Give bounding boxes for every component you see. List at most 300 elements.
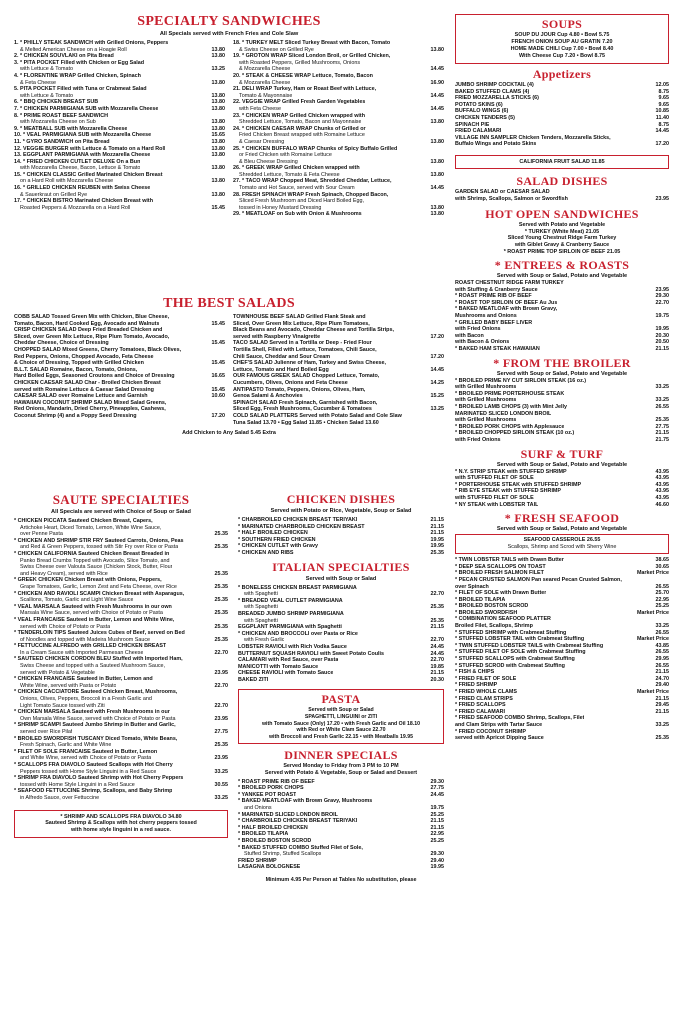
menu-item-name: with Grilled Mushrooms <box>455 397 517 404</box>
menu-item <box>14 531 228 538</box>
menu-item-name: * CHICKEN PICCATA Sauteed Chicken Breast, Capers, <box>14 518 153 524</box>
menu-item-name: B.L.T. SALAD Romaine, Bacon, Tomato, Onions, <box>14 366 138 373</box>
menu-item <box>455 682 669 689</box>
menu-item-name: FRIED CALAMARI <box>455 128 502 135</box>
chicken-subtitle: Served with Potato or Rice, Vegetable, Soup or Salad <box>270 508 412 514</box>
menu-item <box>14 106 225 113</box>
menu-item-name: CRISP CHICKEN SALAD Deep Fried Breaded Chicken and <box>14 327 163 334</box>
menu-item-price: 14.45 <box>655 128 669 135</box>
menu-item-name: BAKED STUFFED CLAMS (4) <box>455 88 530 95</box>
menu-item <box>238 831 444 838</box>
menu-item-price <box>223 40 225 47</box>
menu-item-name: * BROILED BOSTON SCROD <box>455 603 529 610</box>
menu-item-name: * CHICKEN AND SHRIMP STIR FRY Sauteed Carrots, Onions, Peas <box>14 537 184 544</box>
soups-line-2: FRENCH ONION SOUP AU GRATIN 7.20 <box>511 39 613 45</box>
menu-item <box>238 644 444 651</box>
menu-item-price <box>223 354 225 361</box>
menu-item-price <box>667 391 669 398</box>
menu-item-price: 33.25 <box>655 721 669 728</box>
menu-item <box>14 40 225 47</box>
menu-item <box>14 86 225 93</box>
menu-item-price <box>442 585 444 592</box>
menu-item <box>455 141 669 148</box>
salads-section <box>14 296 444 436</box>
menu-item-name: CHOPPED SALAD Mixed Greens, Cherry Tomatoes, Black Olives, <box>14 346 182 353</box>
menu-item-price <box>442 198 444 205</box>
menu-item-name: * VEAL MARSALA Sauteed with Fresh Mushrooms in our own <box>14 603 172 610</box>
menu-item <box>14 656 228 663</box>
menu-item-name: * SCALLOPS FRA DIAVOLO Sauteed Scallops with Hot Cherry <box>14 761 173 768</box>
menu-item <box>14 624 228 631</box>
menu-item <box>455 564 669 571</box>
menu-item-name: Stuffed Shrimp, Stuffed Scallops <box>244 851 322 858</box>
menu-item-price: 25.35 <box>214 597 228 604</box>
menu-item-price <box>442 152 444 159</box>
menu-item <box>455 649 669 656</box>
menu-item-name: SPINACH PIE <box>455 121 490 128</box>
menu-item-price <box>223 113 225 120</box>
menu-item-price: 23.95 <box>214 715 228 722</box>
menu-item-price: 17.20 <box>655 141 669 148</box>
menu-item-name: * FISH & CHIPS <box>455 669 495 676</box>
menu-item-price: 9.65 <box>658 95 669 102</box>
menu-item <box>455 495 669 502</box>
menu-item-name: * CHARBROILED CHICKEN BREAST TERIYAKI <box>238 517 358 523</box>
menu-item-name: * BROILED FRESH SALMON FILET <box>455 570 544 577</box>
menu-item <box>14 165 225 172</box>
specialty-title: SPECIALTY SANDWICHES <box>137 14 321 29</box>
menu-item <box>14 146 225 153</box>
menu-item-price <box>223 73 225 80</box>
menu-item-name: FRIED MOZZARELLA STICKS (6) <box>455 95 539 102</box>
menu-item-name: 14. * FRIED CHICKEN CUTLET DELUXE On a Bun <box>14 158 141 165</box>
menu-item-name: Swiss Cheese over Valouta Sauce (Chicken Stock, Butter, Flour <box>20 564 173 571</box>
dinner-title: DINNER SPECIALS <box>284 748 398 763</box>
menu-item-price: 19.95 <box>655 326 669 333</box>
menu-item-price <box>667 729 669 736</box>
specialty-list-left <box>14 40 225 218</box>
menu-item-price <box>226 689 228 696</box>
menu-item <box>14 159 225 166</box>
menu-item-name: CHEESE RAVIOLI with Tomato Sauce <box>238 670 334 677</box>
menu-item-price: 26.55 <box>655 649 669 656</box>
menu-item-name: CHEF'S SALAD Julienne of Ham, Turkey and Swiss Cheese, <box>233 360 387 367</box>
menu-item-name: CALAMARI with Red Sauce, over Pasta <box>238 657 339 664</box>
menu-item-name: & Mozzarella Cheese <box>239 79 291 86</box>
menu-item-price <box>226 696 228 703</box>
menu-item <box>14 597 228 604</box>
menu-item <box>233 178 444 185</box>
menu-item <box>14 795 228 802</box>
menu-item-name: Onions, Olives, Peppers, Broccoli in a Fresh Garlic and <box>20 696 152 703</box>
menu-item <box>238 524 444 531</box>
menu-item-name: 15. * CHICKEN CLASSIC Grilled Marinated Chicken Breast <box>14 171 163 178</box>
menu-item-name: * TWIN LOBSTER TAILS with Drawn Butter <box>455 557 564 564</box>
menu-item-name: ROAST CHESTNUT RIDGE FARM TURKEY <box>455 280 564 287</box>
surf-title: SURF & TURF <box>520 446 604 461</box>
menu-item-name: with Spaghetti <box>244 591 278 598</box>
menu-item-name: 2. * CHICKEN SOUVLAKI on Pita Bread <box>14 53 114 60</box>
broiler-subtitle: Served with Soup or Salad, Potato and Vegetable <box>496 370 628 377</box>
menu-item-price <box>442 400 444 407</box>
menu-item-name: 22. VEGGIE WRAP Grilled Fresh Garden Vegetables <box>233 99 366 106</box>
menu-item-name: * CHARBROILED CHICKEN BREAST TERIYAKI <box>238 818 358 825</box>
menu-item-price <box>442 420 444 427</box>
menu-item <box>238 818 444 825</box>
menu-item-name: served with Potato & Vegetable <box>20 669 95 676</box>
menu-item-price: 9.65 <box>658 101 669 108</box>
menu-item-name: served with Raspberry Vinaigrette <box>233 333 321 340</box>
hot-open-lines <box>455 222 669 255</box>
hot-open-title: HOT OPEN SANDWICHES <box>485 207 639 222</box>
menu-item-name: ANTIPASTO Tomato, Peppers, Onions, Olives, Ham, <box>233 386 366 393</box>
menu-item-price <box>226 525 228 532</box>
menu-item <box>455 630 669 637</box>
menu-item-price: 11.40 <box>655 114 669 121</box>
menu-item-price: 24.45 <box>430 650 444 657</box>
menu-item <box>14 47 225 54</box>
menu-item-price <box>226 591 228 598</box>
menu-item-price: 25.70 <box>655 590 669 597</box>
menu-item <box>233 400 444 407</box>
menu-item-name: * TWIN STUFFED LOBSTER TAILS with Crabmeat Stuffing <box>455 642 604 649</box>
menu-item <box>455 715 669 722</box>
menu-item <box>233 106 444 113</box>
menu-item-name: 16. * GRILLED CHICKEN REUBEN with Swiss Cheese <box>14 185 151 192</box>
menu-item-price: 21.15 <box>655 346 669 353</box>
menu-item <box>455 702 669 709</box>
saute-subtitle: All Specials are served with Choice of Soup or Salad <box>51 509 191 515</box>
menu-item-name: Tomato & Mayonnaise <box>239 92 293 99</box>
menu-item <box>238 604 444 611</box>
menu-item <box>233 211 444 218</box>
menu-item-name: * CHICKEN AND RAVIOLI SCAMPI Chicken Breast with Asparagus, <box>14 590 185 597</box>
saute-box-line-1: * SHRIMP AND SCALLOPS FRA DIAVOLO 34.80 <box>60 813 182 820</box>
pasta-box <box>238 689 444 744</box>
menu-item-name: & Bleu Cheese Dressing <box>239 158 298 165</box>
menu-item-name: with Grilled Mushrooms <box>455 384 517 391</box>
menu-item-price: Market Price <box>636 636 669 643</box>
menu-item <box>455 417 669 424</box>
menu-item-name: Tomato, Bacon, Hard Cooked Egg, Avocado and Walnuts <box>14 320 160 327</box>
menu-item-name: * TENDERLOIN TIPS Sauteed Juices Cubes of Beef, served on Bed <box>14 630 185 637</box>
menu-item-name: served with Romaine Lettuce & Caesar Salad Dressing <box>14 386 154 393</box>
menu-item <box>238 838 444 845</box>
menu-item-name: Shredded Lettuce, Tomato, Bacon and Mayonnaise <box>239 119 362 126</box>
menu-item <box>14 113 225 120</box>
menu-item <box>238 845 444 852</box>
menu-item-price <box>667 616 669 623</box>
menu-item-name: * RIB EYE STEAK with STUFFED SHRIMP <box>455 488 562 495</box>
menu-item <box>14 571 228 578</box>
menu-item <box>455 636 669 643</box>
menu-item-name: Sliced, Over Green Mix Lettuce, Ripe Plum Tomatoes, <box>233 320 370 327</box>
menu-item-name: or Fried Chicken with Romaine Lettuce <box>239 152 332 159</box>
menu-item <box>233 47 444 54</box>
menu-item-name: * HALF BROILED CHICKEN <box>238 824 308 831</box>
menu-item-price: 43.95 <box>655 468 669 475</box>
menu-item-price: 25.25 <box>655 603 669 610</box>
menu-item <box>455 709 669 716</box>
menu-item-price: 21.15 <box>430 670 444 677</box>
menu-item <box>233 86 444 93</box>
saute-special-box <box>14 810 228 838</box>
menu-item-name: * BREADED VEAL CUTLET PARMIGIANA <box>238 597 343 604</box>
menu-item <box>14 604 228 611</box>
menu-item <box>233 420 444 427</box>
menu-item-name: Sliced Fresh Mushroom and Diced Hard Boiled Egg, <box>239 198 364 205</box>
menu-item-name: * BROILED SWORDFISH <box>455 609 518 616</box>
menu-item-price <box>226 617 228 624</box>
menu-item <box>14 321 225 328</box>
menu-item <box>233 347 444 354</box>
menu-item <box>14 152 225 159</box>
dinner-note: Minimum 4.95 Per Person at Tables No substitution, please <box>265 876 417 883</box>
menu-item-name: with Feta Cheese <box>239 105 281 112</box>
menu-item <box>455 89 669 96</box>
menu-item <box>14 769 228 776</box>
menu-item-name: BUTTERNUT SQUASH RAVIOLI with Sweet Potato Coulis <box>238 650 385 657</box>
menu-item-name: of Noodles and topped with Madeira Mushroom Sauce <box>20 636 151 643</box>
menu-item-name: * ROAST PRIME RIB OF BEEF <box>455 293 532 300</box>
pasta-line-1: Served with Soup or Salad <box>308 707 374 714</box>
menu-item <box>233 327 444 334</box>
menu-item-price: 21.15 <box>430 824 444 831</box>
menu-item-name: * FRIED WHOLE CLAMS <box>455 689 517 695</box>
menu-item-name: * SOUTHERN FRIED CHICKEN <box>238 536 316 543</box>
menu-item-price <box>442 347 444 354</box>
menu-item <box>233 40 444 47</box>
seafood-subtitle: Served with Soup or Salad, Potato and Vegetable <box>496 526 628 533</box>
menu-item <box>455 82 669 89</box>
menu-item-price: 8.75 <box>658 88 669 95</box>
menu-item-price: 13.80 <box>211 125 225 132</box>
appetizers-title: Appetizers <box>532 67 592 81</box>
menu-item <box>14 53 225 60</box>
menu-item-price <box>442 340 444 347</box>
right-column <box>455 14 669 742</box>
menu-item <box>233 60 444 67</box>
soups-line-1: SOUP DU JOUR Cup 4.80 • Bowl 5.75 <box>514 32 610 38</box>
menu-item-name: * BAKED STUFFED COMBO Stuffed Filet of Sole, <box>238 844 363 851</box>
menu-item <box>238 677 444 684</box>
menu-item <box>14 99 225 106</box>
dinner-sub-1: Served Monday to Friday from 3 PM to 10 PM <box>283 763 399 770</box>
menu-item-name: COBB SALAD Tossed Green Mix with Chicken, Blue Cheese, <box>14 314 170 320</box>
menu-item-price: 25.35 <box>430 604 444 611</box>
menu-item-price: 19.95 <box>430 536 444 543</box>
chicken-list <box>238 517 444 557</box>
menu-item <box>455 280 669 287</box>
menu-item-price <box>442 73 444 80</box>
menu-item <box>238 864 444 871</box>
menu-item <box>14 93 225 100</box>
menu-item-price: 25.35 <box>214 544 228 551</box>
menu-item-name: White Wine, served with Pasta or Potato <box>20 682 117 689</box>
menu-item-name: BAKED ZITI <box>238 676 269 683</box>
menu-item-name: served with Apricot Dipping Sauce <box>455 735 544 742</box>
menu-item-name: Hard Boiled Eggs, Seasoned Croutons and Choice of Dressing <box>14 373 175 380</box>
menu-item-name: * CHICKEN CUTLET with Gravy <box>238 543 318 550</box>
menu-item <box>14 334 225 341</box>
menu-item <box>238 805 444 812</box>
menu-item-name: Tomato and Hot Sauce, served with Sour Cream <box>239 185 355 192</box>
menu-item-name: * COMBINATION SEAFOOD PLATTER <box>455 616 551 623</box>
menu-item-name: Cucumbers, Olives, Onions and Feta Cheese <box>233 379 348 386</box>
menu-item-name: FRIED SHRIMP <box>238 857 277 864</box>
menu-item <box>233 198 444 205</box>
menu-item-name: JUMBO SHRIMP COCKTAIL (4) <box>455 82 534 88</box>
menu-item <box>238 585 444 592</box>
menu-item-price: 25.35 <box>214 610 228 617</box>
menu-item-name: tossed in Honey Mustard Dressing <box>239 204 322 211</box>
menu-item-price <box>667 306 669 313</box>
menu-item-name: Red Peppers, Onions, Chopped Avocado, Feta Cheese <box>14 353 154 360</box>
menu-item-price: 25.25 <box>430 811 444 818</box>
menu-item-price: 25.35 <box>430 617 444 624</box>
menu-item <box>455 189 669 196</box>
menu-item <box>14 755 228 762</box>
menu-item-price: 20.30 <box>655 332 669 339</box>
menu-item-name: with Fried Onions <box>455 436 501 443</box>
menu-item-price: 23.95 <box>214 669 228 676</box>
hot-open-line-2: * TURKEY (White Meat) 21.05 <box>524 228 600 235</box>
fruit-salad-box: CALIFORNIA FRUIT SALAD 11.85 <box>455 155 669 169</box>
entrees-subtitle: Served with Soup or Salad, Potato and Vegetable <box>496 273 628 280</box>
menu-item <box>233 314 444 321</box>
menu-item <box>233 159 444 166</box>
menu-item-price: 23.95 <box>214 755 228 762</box>
menu-item-price <box>442 99 444 106</box>
menu-item-price: 13.80 <box>211 119 225 126</box>
menu-item <box>233 152 444 159</box>
menu-item-price: 33.25 <box>655 623 669 630</box>
menu-item-name: * FRIED CLAM STRIPS <box>455 695 513 702</box>
menu-item-name: * ROAST PRIME RIB OF BEEF <box>238 778 315 785</box>
menu-item <box>455 663 669 670</box>
menu-item <box>455 616 669 623</box>
dinner-list <box>238 779 444 871</box>
menu-item-price: 33.25 <box>655 384 669 391</box>
menu-item-name: 10. * VEAL PARMIGIANA SUB with Mozzarella Cheese <box>14 132 152 139</box>
salad-dishes-list <box>455 189 669 202</box>
menu-item-name: LOBSTER RAVIOLI with Rich Vodka Sauce <box>238 643 347 650</box>
menu-item-name: Coconut Shrimp (4) and a Poppy Seed Dressing <box>14 412 137 419</box>
menu-item-price <box>442 178 444 185</box>
menu-item-price: 13.80 <box>430 204 444 211</box>
menu-item-name: * CHICKEN AND BROCCOLI over Pasta or Rice <box>238 630 358 637</box>
menu-item-price: 13.80 <box>211 92 225 99</box>
menu-item-price <box>226 643 228 650</box>
menu-item <box>238 664 444 671</box>
menu-item-name: * STUFFED FILET OF SOLE with Crabmeat Stuffing <box>455 649 586 656</box>
menu-item <box>455 333 669 340</box>
menu-item-price: 20.50 <box>655 339 669 346</box>
menu-item-price: 27.75 <box>214 729 228 735</box>
hot-open-line-3: Sliced Young Chestnut Ridge Farm Turkey <box>507 235 617 242</box>
menu-item <box>14 347 225 354</box>
menu-item-name: Tuna Salad 13.70 • Egg Salad 11.85 • Chicken Salad 13.60 <box>233 419 379 426</box>
menu-item <box>14 354 225 361</box>
menu-item-name: Swiss Cheese and topped with a Sauteed Mushroom Sauce, <box>20 663 166 670</box>
menu-item-name: and Red & Green Peppers, tossed with Stir Fry over Rice or Pasta <box>20 544 179 551</box>
menu-item-name: 18. * TURKEY MELT Sliced Turkey Breast with Bacon, Tomato <box>233 40 391 46</box>
menu-item-price: 19.75 <box>655 313 669 320</box>
menu-item-price: 19.95 <box>430 543 444 550</box>
menu-item-name: * STUFFED SCALLOPS with Crabmeat Stuffing <box>455 656 575 663</box>
menu-item-name: & Sauerkraut on Grilled Rye <box>20 191 88 198</box>
menu-item-name: with Spaghetti <box>244 617 278 624</box>
menu-item-name: GARDEN SALAD or CAESAR SALAD <box>455 188 550 195</box>
menu-item-name: 9. * MEATBALL SUB with Mozzarella Cheese <box>14 125 128 132</box>
saute-title: SAUTE SPECIALTIES <box>52 492 190 507</box>
italian-title: ITALIAN SPECIALTIES <box>272 559 410 574</box>
menu-item <box>233 66 444 73</box>
menu-item-name: and White Wine, served with Choice of Potato or Pasta <box>20 755 152 762</box>
salads-list-left <box>14 314 225 426</box>
menu-item <box>14 119 225 126</box>
menu-item-price: 29.45 <box>655 702 669 709</box>
menu-item-name: Fried Chicken Breast wrapped with Romaine Lettuce <box>239 132 365 139</box>
menu-item <box>233 373 444 380</box>
menu-item-name: BUFFALO WINGS (6) <box>455 108 509 115</box>
menu-item <box>233 132 444 139</box>
menu-item-name: 23. * CHICKEN WRAP Grilled Chicken wrapped with <box>233 112 365 119</box>
menu-item-price: 29.40 <box>430 857 444 864</box>
menu-item-price: 13.80 <box>211 46 225 53</box>
menu-item-name: * MARINATED SLICED LONDON BROIL <box>238 811 338 818</box>
menu-item <box>14 577 228 584</box>
menu-item-price <box>442 327 444 334</box>
menu-item <box>455 404 669 411</box>
menu-item <box>455 623 669 630</box>
menu-item-price <box>442 126 444 133</box>
menu-item-name: & Caesar Dressing <box>239 138 285 145</box>
menu-item-name: * CHICKEN FRANCAISE Sauteed in Butter, Lemon and <box>14 676 153 683</box>
menu-item <box>455 502 669 509</box>
menu-item-name: with Fried Onions <box>455 326 501 333</box>
menu-item-name: * ROAST TOP SIRLOIN OF BEEF Au Jus <box>455 299 558 306</box>
menu-item-price <box>226 656 228 663</box>
menu-item-price <box>226 775 228 782</box>
menu-item-name: BREADED JUMBO SHRIMP PARMIGIANA <box>238 610 344 617</box>
menu-item <box>14 387 225 394</box>
menu-item-name: Cheddar Cheese, Choice of Dressing <box>14 340 109 347</box>
menu-item <box>455 115 669 122</box>
menu-item-price <box>223 185 225 192</box>
menu-item-price <box>442 132 444 139</box>
menu-item-price: 13.80 <box>430 119 444 126</box>
menu-item <box>14 178 225 185</box>
soups-line-4: With Cheese Cup 7.20 • Bowl 8.75 <box>518 53 606 59</box>
specialty-list-right <box>233 40 444 218</box>
menu-item-price <box>223 198 225 205</box>
menu-item-name: MANICOTTI with Tomato Sauce <box>238 663 319 670</box>
menu-item-name: * FRIED CALAMARI <box>455 708 506 715</box>
menu-item-name: * BROILED PRIME NY CUT SIRLOIN STEAK (16 oz.) <box>455 377 587 384</box>
menu-item <box>14 762 228 769</box>
menu-item-name: & Feta Cheese <box>20 79 56 86</box>
menu-item-name: * BROILED SWORDFISH TUSCANY Diced Tomato, White Beans, <box>14 735 178 742</box>
menu-item <box>233 340 444 347</box>
menu-item-price <box>223 380 225 387</box>
menu-item-name: * SHRIMP FRA DIAVOLO Sauteed Shrimp with Hot Cherry Peppers <box>14 775 184 782</box>
menu-item <box>233 113 444 120</box>
menu-item-price <box>667 715 669 722</box>
menu-item-price: 13.25 <box>430 406 444 413</box>
menu-item-name: tossed with Home Style Linguini in a Red Sauce <box>20 781 135 788</box>
menu-item-price <box>226 564 228 571</box>
